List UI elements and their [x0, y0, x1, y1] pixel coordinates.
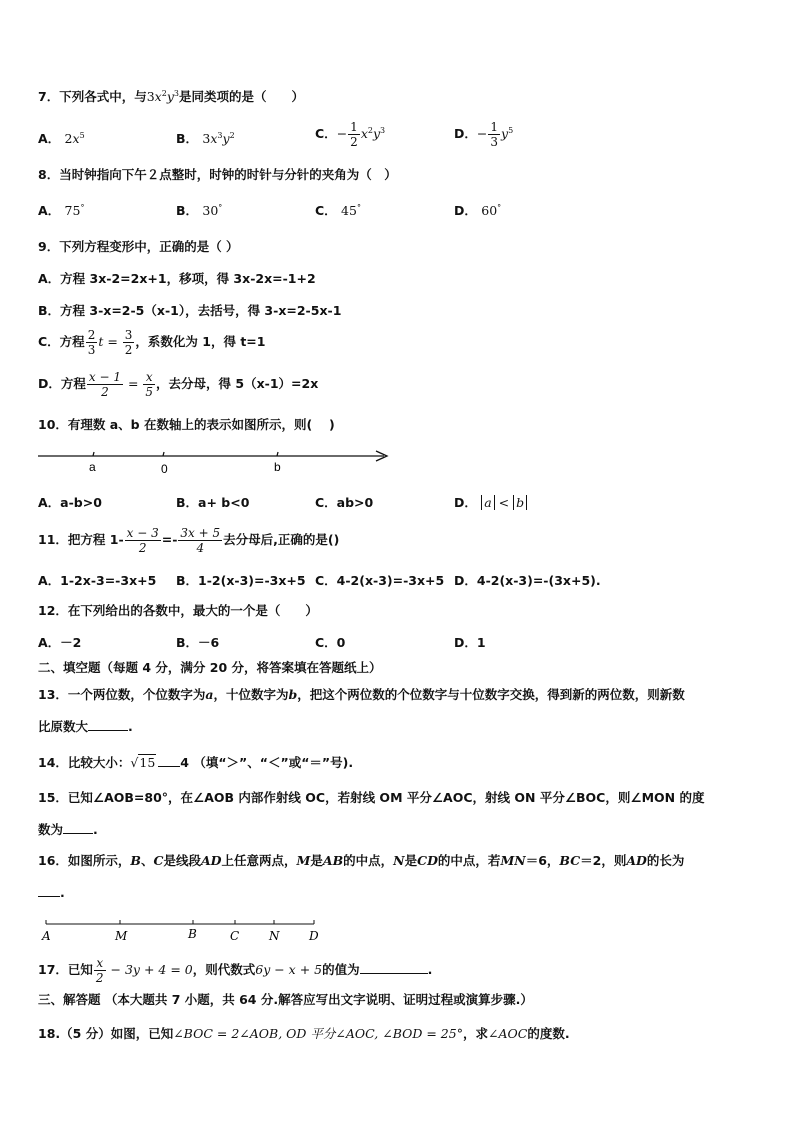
q15-line1: 15．已知∠AOB=80°，在∠AOB 内部作射线 OC，若射线 OM 平分∠AOC，射线 ON 平分∠BOC，则∠MON 的度 — [38, 790, 705, 805]
q12-stem: 12．在下列给出的各数中，最大的一个是（ ） — [38, 603, 318, 618]
axis-label-b: b — [274, 460, 281, 474]
axis-label-zero: 0 — [161, 462, 168, 476]
fraction: $\frac{x - 1}{2}$ — [88, 370, 121, 399]
q9-option-d[interactable]: D．方程 $\frac{x - 1}{2}$ = $\frac{x}{5}$ ，去分母，得 5（x-1）=2x — [38, 370, 319, 399]
fraction: $\frac{1}{2}$ — [350, 120, 358, 149]
q11-stem: 11．把方程 1- $\frac{x - 3}{2}$ =- $\frac{3x + 5}{4}$ 去分母后,正确的是() — [38, 526, 340, 555]
segment-figure — [38, 916, 328, 944]
q15-line2: 数为 . — [38, 822, 98, 837]
answer-blank[interactable] — [63, 821, 93, 834]
q12-option-a[interactable]: A．－2 — [38, 635, 82, 650]
q11-option-c[interactable]: C．4-2(x-3)=-3x+5 — [315, 573, 445, 588]
point-label-d: D — [309, 929, 319, 943]
point-label-n: N — [269, 929, 280, 943]
q10-option-d[interactable]: D． a < b — [454, 494, 527, 512]
point-label-m: M — [115, 929, 128, 943]
q16-line2: . — [38, 884, 65, 902]
q8-option-c[interactable]: C． 45° — [315, 202, 361, 218]
fraction: $\frac{x - 3}{2}$ — [126, 526, 159, 555]
q10-option-a[interactable]: A．a-b>0 — [38, 495, 102, 510]
q9-stem: 9．下列方程变形中，正确的是（ ） — [38, 239, 239, 254]
fraction: $\frac{x}{5}$ — [145, 370, 154, 399]
q7-option-b[interactable]: B． $3x^3y^2$ — [176, 130, 235, 146]
q7-option-c[interactable]: C．− $\frac{1}{2}$ $x^2y^3$ — [315, 120, 386, 149]
q9-option-c[interactable]: C．方程 $\frac{2}{3}$ t = $\frac{3}{2}$ ，系数化为 1，得 t=1 — [38, 328, 266, 357]
q13-line1: 13．一个两位数，个位数字为a，十位数字为b，把这个两位数的个位数字与十位数字交换，得到新的两位数，则新数 — [38, 687, 685, 702]
q13-line2: 比原数大 . — [38, 719, 133, 734]
point-label-b: B — [188, 927, 197, 941]
q11-option-d[interactable]: D．4-2(x-3)=-(3x+5). — [454, 573, 601, 588]
q12-option-c[interactable]: C．0 — [315, 635, 346, 650]
answer-blank[interactable] — [158, 754, 180, 767]
fraction: $\frac{3x + 5}{4}$ — [180, 526, 221, 555]
q11-option-b[interactable]: B．1-2(x-3)=-3x+5 — [176, 573, 306, 588]
square-root: √15 — [130, 755, 156, 770]
q10-stem: 10．有理数 a、b 在数轴上的表示如图所示，则( ) — [38, 417, 335, 432]
q16-line1: 16．如图所示，B、C是线段AD上任意两点，M是AB的中点，N是CD的中点，若MN＝6，BC＝2，则AD的长为 — [38, 853, 685, 868]
fraction: $\frac{x}{2}$ — [95, 956, 104, 985]
q10-option-c[interactable]: C．ab>0 — [315, 495, 374, 510]
q7-stem: 7．下列各式中，与$3x^2y^3$是同类项的是（ ） — [38, 88, 304, 104]
q12-option-b[interactable]: B．－6 — [176, 635, 220, 650]
q7-option-d[interactable]: D．− $\frac{1}{3}$ $y^5$ — [454, 120, 514, 149]
q8-option-b[interactable]: B． 30° — [176, 202, 223, 218]
answer-blank[interactable] — [360, 961, 428, 974]
answer-blank[interactable] — [38, 884, 60, 897]
fraction: $\frac{3}{2}$ — [124, 328, 133, 357]
q8-stem: 8．当时钟指向下午２点整时，时钟的时针与分针的夹角为（ ） — [38, 167, 397, 182]
answer-blank[interactable] — [88, 718, 128, 731]
section-heading-solutions: 三、解答题 （本大题共 7 小题，共 64 分.解答应写出文字说明、证明过程或演算步骤.） — [38, 992, 533, 1007]
point-label-c: C — [230, 929, 240, 943]
q12-option-d[interactable]: D．1 — [454, 635, 486, 650]
q18-stem: 18.（5 分）如图，已知∠BOC = 2∠AOB, OD 平分∠AOC, ∠BOD = 25°，求∠AOC的度数. — [38, 1026, 570, 1041]
section-heading-fill-in: 二、填空题（每题 4 分，满分 20 分，将答案填在答题纸上） — [38, 660, 382, 675]
q17-stem: 17．已知 $\frac{x}{2}$ − 3y + 4 = 0，则代数式6y − x + 5的值为 . — [38, 956, 433, 985]
q8-option-d[interactable]: D． 60° — [454, 202, 502, 218]
q9-option-a[interactable]: A．方程 3x-2=2x+1，移项，得 3x-2x=-1+2 — [38, 271, 316, 286]
point-label-a: A — [42, 929, 51, 943]
q11-option-a[interactable]: A．1-2x-3=-3x+5 — [38, 573, 157, 588]
fraction: $\frac{1}{3}$ — [490, 120, 499, 149]
q8-option-a[interactable]: A． 75° — [38, 202, 85, 218]
q14-stem: 14．比较大小：√15 4 （填“＞”、“＜”或“＝”号). — [38, 755, 354, 770]
q10-option-b[interactable]: B．a+ b<0 — [176, 495, 250, 510]
axis-label-a: a — [89, 460, 96, 474]
fraction: $\frac{2}{3}$ — [87, 328, 96, 357]
q7-option-a[interactable]: A． $2x^5$ — [38, 130, 85, 146]
q9-option-b[interactable]: B．方程 3-x=2-5（x-1），去括号，得 3-x=2-5x-1 — [38, 303, 342, 318]
number-line-figure — [36, 446, 396, 478]
